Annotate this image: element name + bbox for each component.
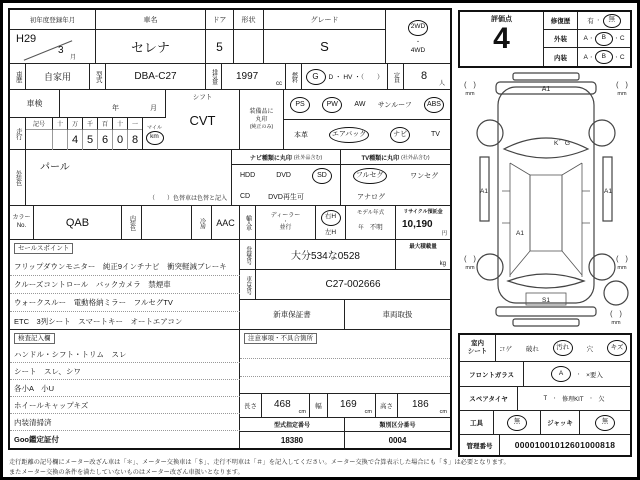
tools-value-cell bbox=[494, 411, 540, 435]
color-no-value: QAB bbox=[34, 206, 122, 240]
capacity-value: 8 bbox=[421, 70, 428, 82]
equipment-label-line3: (純正のみ) bbox=[249, 124, 274, 131]
height-cell bbox=[398, 394, 450, 418]
windshield-dot: ・ bbox=[576, 371, 582, 378]
first-registration-value bbox=[10, 30, 96, 64]
footer-line2: またメーター交換の条件を満たしていないものはメーター改ざん車扱いとなります。 bbox=[9, 468, 244, 476]
inspection-line: ホイールキャップキズ bbox=[10, 397, 240, 414]
defects-rule bbox=[240, 358, 450, 359]
control-number-value: 00001001012601000818 bbox=[514, 440, 616, 450]
ac-value: AAC bbox=[212, 206, 240, 240]
shaken-label: 車検 bbox=[10, 90, 60, 118]
model-year-value bbox=[346, 222, 395, 231]
tools-label: 工具 bbox=[460, 411, 494, 435]
seat-label bbox=[460, 335, 496, 362]
mileage-table bbox=[26, 118, 166, 150]
tv-type-header: TV種類に丸印 bbox=[361, 155, 400, 162]
windshield-options bbox=[524, 362, 630, 387]
type-designation-value: 18380 bbox=[280, 435, 304, 445]
glass-damage-mark: K゛G bbox=[554, 140, 570, 147]
width-unit: cm bbox=[364, 409, 372, 415]
mileage-digit: 8 bbox=[127, 130, 142, 150]
equipment-aw: AW bbox=[354, 101, 366, 108]
length-unit: cm bbox=[298, 409, 306, 415]
defects-rule bbox=[240, 376, 450, 377]
shaken-year-unit: 年 bbox=[112, 105, 119, 112]
score-value: 4 bbox=[493, 22, 510, 55]
spare-repair-kit: 修理KIT bbox=[562, 397, 584, 403]
spare-t: T bbox=[543, 395, 548, 402]
tv-type-row2 bbox=[341, 186, 450, 207]
wheel-front-left bbox=[477, 120, 503, 146]
spare-tire bbox=[604, 281, 628, 305]
nav-hdd: HDD bbox=[240, 172, 256, 179]
tv-type-note: (社外品含む) bbox=[401, 154, 430, 161]
equipment-pw-circled: PW bbox=[322, 97, 342, 113]
exterior-grade-b-circled: B bbox=[595, 32, 613, 46]
bracket-bottom-right: ( ) bbox=[616, 256, 628, 263]
equipment-sunroof: サンルーフ bbox=[377, 101, 412, 109]
max-load-unit: kg bbox=[439, 261, 446, 267]
grade-dot: ・ bbox=[588, 36, 594, 42]
inspection-line: 各小A 小U bbox=[10, 380, 240, 397]
import-parallel: 並行 bbox=[279, 225, 292, 232]
jack-value-cell bbox=[580, 411, 630, 435]
mm-top-left: mm bbox=[465, 91, 475, 97]
mileage-digit: 0 bbox=[112, 130, 127, 150]
equipment-row1 bbox=[284, 90, 450, 120]
interior-color-value bbox=[142, 206, 192, 240]
inspection-line: 内装清掃済 bbox=[10, 414, 240, 431]
mileage-col-header: 千 bbox=[82, 118, 97, 130]
car-damage-diagram bbox=[458, 71, 634, 329]
classification-cell bbox=[345, 418, 450, 448]
door-label: ドア bbox=[206, 10, 234, 30]
bracket-spare: ( ) bbox=[610, 311, 622, 318]
capacity-label: 定員 bbox=[388, 64, 404, 90]
vehicle-handling: 車両取扱 bbox=[345, 300, 450, 330]
exterior-color-cell bbox=[26, 150, 232, 206]
mm-spare: mm bbox=[611, 320, 621, 326]
equipment-ps-circled: PS bbox=[290, 97, 310, 113]
jack-label: ジャッキ bbox=[540, 411, 580, 435]
height-label: 高さ bbox=[376, 394, 398, 418]
car-body-outline bbox=[498, 87, 594, 303]
car-name-value: セレナ bbox=[96, 30, 206, 64]
length-label: 長さ bbox=[240, 394, 262, 418]
shift-label: シフト bbox=[192, 94, 213, 101]
interior-grade-a: A bbox=[583, 53, 588, 61]
registration-number-value: 大分534な0528 bbox=[256, 240, 396, 270]
seat-label-line2: シート bbox=[467, 348, 488, 355]
type-designation-label: 型式指定番号 bbox=[240, 418, 344, 432]
tv-type-row1 bbox=[341, 165, 450, 186]
inspection-line: Goo鑑定証付 bbox=[14, 435, 59, 444]
drivetrain-cell bbox=[386, 10, 450, 64]
bracket-top-right: ( ) bbox=[616, 82, 628, 89]
recycle-unit: 円 bbox=[441, 231, 447, 237]
length-cell bbox=[262, 394, 310, 418]
history-label: 車歴 bbox=[10, 64, 26, 90]
seat-stain-circled: 汚れ bbox=[553, 340, 573, 356]
seat-hole: 穴 bbox=[586, 345, 594, 353]
equipment-label-line1: 装備品に bbox=[249, 108, 274, 115]
bracket-top-left: ( ) bbox=[464, 82, 476, 89]
drive-2wd-circled: 2WD bbox=[408, 20, 428, 36]
exterior-color-note: （ ）色替車は色替と記入 bbox=[148, 196, 227, 202]
seat-label-line1: 室内 bbox=[471, 340, 484, 348]
tv-type-header-row bbox=[341, 150, 450, 165]
first-registration-label: 初年度登録年月 bbox=[10, 10, 96, 30]
seat-options bbox=[496, 335, 630, 362]
shift-cell bbox=[166, 90, 240, 150]
recycle-value: 10,190 bbox=[402, 219, 433, 230]
nav-sd-circled: SD bbox=[312, 168, 332, 184]
nav-dvd-play: DVD再生可 bbox=[268, 193, 304, 201]
fuel-gasoline-circled: G bbox=[306, 69, 326, 85]
nav-dvd: DVD bbox=[276, 172, 291, 179]
seat-scratch-circled: キズ bbox=[607, 340, 627, 356]
car-name-label: 車名 bbox=[96, 10, 206, 30]
wheel-front-right bbox=[589, 120, 615, 146]
color-no-label-line2: No. bbox=[16, 222, 27, 229]
displacement-unit: cc bbox=[276, 81, 282, 87]
repair-yes: 有 bbox=[587, 18, 594, 25]
seat-tear: 破れ bbox=[525, 345, 539, 353]
width-label: 幅 bbox=[310, 394, 328, 418]
rear-damage-mark: S1 bbox=[542, 297, 550, 304]
import-dot: ・ bbox=[282, 218, 288, 225]
cabin-center bbox=[530, 175, 562, 251]
import-dealer-cell bbox=[256, 206, 316, 240]
shaken-month-unit: 月 bbox=[150, 105, 157, 112]
door-lines bbox=[510, 163, 582, 277]
registration-month-unit: 月 bbox=[70, 55, 77, 61]
classification-label: 類別区分番号 bbox=[345, 418, 450, 432]
sales-point-line: ウォークスルー 電動格納ミラー フルセグTV bbox=[10, 294, 240, 312]
windshield bbox=[504, 138, 588, 158]
tv-analog: アナログ bbox=[357, 193, 385, 201]
mileage-col-header: 万 bbox=[67, 118, 82, 130]
front-damage-mark: A1 bbox=[541, 86, 551, 93]
model-year-label: モデル年式 bbox=[356, 210, 385, 216]
tv-type-cell bbox=[341, 150, 450, 206]
windshield-a-circled: A bbox=[551, 366, 571, 382]
wheel-rear-right bbox=[589, 254, 615, 280]
left-damage-mark: A1 bbox=[480, 188, 488, 195]
nav-type-cell bbox=[232, 150, 341, 206]
sales-point-line: ETC 3列シート スマートキー オートエアコン bbox=[14, 316, 183, 326]
exterior-grade-a: A bbox=[583, 35, 588, 42]
steering-left: 左H bbox=[324, 228, 337, 236]
rear-bumper bbox=[496, 307, 596, 316]
mileage-unit-cell bbox=[142, 118, 166, 150]
shaken-expiry-cell bbox=[60, 90, 166, 118]
width-value: 169 bbox=[340, 399, 357, 410]
shape-value bbox=[234, 30, 264, 64]
interior-grade-label: 内装 bbox=[544, 48, 578, 66]
exterior-grade-label: 外装 bbox=[544, 30, 578, 48]
fuel-other-options: D ・ HV ・（ ） bbox=[328, 74, 384, 81]
sales-points-cell bbox=[10, 240, 240, 330]
nav-type-note: (社外品含む) bbox=[293, 154, 323, 161]
interior-grade-b-circled: B bbox=[595, 50, 613, 64]
mileage-sign-value bbox=[26, 130, 52, 150]
inspection-notes-cell bbox=[10, 330, 240, 448]
tools-none-circled: 無 bbox=[507, 415, 527, 431]
grade-label: グレード bbox=[264, 10, 386, 30]
repair-history-options bbox=[578, 12, 630, 30]
recycle-label: リサイクル預託金 bbox=[403, 209, 443, 215]
seat-burn: コゲ bbox=[499, 345, 512, 353]
spare-tire-options bbox=[518, 387, 630, 411]
defects-label: 注意事項・不具合箇所 bbox=[244, 333, 317, 344]
windshield-replace: ×要入 bbox=[586, 371, 603, 379]
mileage-digit: 5 bbox=[82, 130, 97, 150]
equipment-label-line2: 丸印 bbox=[255, 117, 268, 123]
width-cell bbox=[328, 394, 376, 418]
repair-dot: ・ bbox=[595, 18, 601, 24]
import-label: 輸入車 bbox=[240, 206, 256, 240]
max-load-label: 最大積載量 bbox=[409, 244, 437, 250]
chassis-number-value: C27-002666 bbox=[256, 270, 450, 300]
color-no-label bbox=[10, 206, 34, 240]
capacity-cell bbox=[404, 64, 450, 90]
tv-one-seg: ワンセグ bbox=[410, 172, 439, 180]
model-code-label: 型式 bbox=[90, 64, 106, 90]
registration-month: 3 bbox=[58, 45, 64, 56]
inspection-notes-label: 検査記入欄 bbox=[14, 333, 55, 344]
registration-number-label: 登録番号 bbox=[240, 240, 256, 270]
recycle-cell bbox=[396, 206, 450, 240]
steering-cell bbox=[316, 206, 346, 240]
door-value: 5 bbox=[206, 30, 234, 64]
equipment-row2 bbox=[284, 120, 450, 150]
exterior-grade-c: C bbox=[619, 35, 625, 42]
spare-missing: 欠 bbox=[598, 397, 605, 403]
condition-table bbox=[458, 333, 632, 457]
equipment-tv: TV bbox=[431, 131, 440, 138]
model-code-value: DBA-C27 bbox=[106, 64, 206, 90]
height-value: 186 bbox=[412, 399, 429, 410]
displacement-cell bbox=[222, 64, 286, 90]
history-value: 自家用 bbox=[26, 64, 90, 90]
footer-note bbox=[9, 458, 633, 477]
spare-dot: ・ bbox=[552, 396, 558, 402]
mm-top-right: mm bbox=[617, 91, 627, 97]
spare-tire-label: スペアタイヤ bbox=[460, 387, 518, 411]
registration-era: H29 bbox=[16, 33, 37, 45]
displacement-value: 1997 bbox=[236, 71, 259, 82]
mileage-sign-header: 記号 bbox=[26, 118, 52, 130]
footer-line1: 走行距離の記号欄にメーター改ざん車は「＊」、メーター交換車は「＄」、走行不明車は「＃」を記入してください。メーター交換で合算表示した場合にも「＄」は必要となります。 bbox=[9, 459, 510, 466]
mileage-km-circled: km bbox=[146, 131, 164, 145]
drive-separator: ・ bbox=[414, 39, 421, 46]
tv-full-seg-circled: フルセグ bbox=[353, 168, 387, 184]
interior-grade-options bbox=[578, 48, 630, 66]
shift-value: CVT bbox=[189, 113, 216, 128]
sales-point-line: フリップダウンモニター 純正9インチナビ 衝突軽減ブレーキ bbox=[10, 258, 240, 276]
inspection-line: シート スレ、シワ bbox=[10, 363, 240, 380]
sales-point-line: クルーズコントロール バックカメラ 禁煙車 bbox=[10, 276, 240, 294]
cabin-lines bbox=[510, 163, 582, 275]
model-year-unit: 年 bbox=[358, 224, 364, 231]
nav-type-header-row bbox=[232, 150, 340, 165]
import-dealer: ディーラー bbox=[270, 212, 301, 219]
defects-box bbox=[240, 330, 450, 394]
evaluation-box bbox=[458, 10, 632, 68]
color-no-label-line1: カラー bbox=[12, 215, 31, 222]
type-designation-cell bbox=[240, 418, 345, 448]
grade-value: S bbox=[264, 30, 386, 64]
mileage-label: 走行 bbox=[10, 118, 26, 150]
bracket-bottom-left: ( ) bbox=[464, 256, 476, 263]
mileage-digit: 4 bbox=[67, 130, 82, 150]
equipment-label bbox=[240, 90, 284, 150]
right-damage-mark: A1 bbox=[604, 188, 612, 195]
nav-type-row1 bbox=[232, 165, 340, 186]
mm-bottom-left: mm bbox=[465, 265, 475, 271]
fuel-label: 燃料 bbox=[286, 64, 302, 90]
equipment-leather: 本革 bbox=[294, 131, 308, 139]
mm-bottom-right: mm bbox=[617, 265, 627, 271]
height-unit: cm bbox=[439, 409, 447, 415]
interior-grade-c: C bbox=[619, 53, 625, 61]
rear-bottom-bar bbox=[513, 319, 579, 326]
steering-right-circled: 右H bbox=[321, 210, 341, 226]
model-year-unknown: 不明 bbox=[369, 224, 383, 231]
windshield-label: フロントガラス bbox=[460, 362, 524, 387]
equipment-airbag-circled: エアバック bbox=[329, 127, 369, 143]
length-value: 468 bbox=[274, 399, 291, 410]
door-damage-mark: A1 bbox=[516, 230, 524, 237]
max-load-cell bbox=[396, 240, 450, 270]
exterior-color-value: パール bbox=[40, 162, 70, 173]
mileage-digit: 6 bbox=[97, 130, 112, 150]
repair-no-circled: 無 bbox=[603, 14, 621, 28]
score-cell bbox=[460, 12, 544, 66]
interior-color-label: 内装色 bbox=[122, 206, 142, 240]
mileage-col-header: 百 bbox=[97, 118, 112, 130]
mileage-digit bbox=[52, 130, 67, 150]
wheel-rear-left bbox=[477, 254, 503, 280]
model-year-cell bbox=[346, 206, 396, 240]
mileage-mile-label: マイル bbox=[147, 124, 162, 131]
ac-label: 冷房 bbox=[192, 206, 212, 240]
control-number-label: 管理番号 bbox=[460, 435, 500, 455]
classification-value: 0004 bbox=[388, 435, 407, 445]
rear-window bbox=[508, 274, 584, 288]
equipment-navi-circled: ナビ bbox=[390, 127, 410, 143]
capacity-unit: 人 bbox=[438, 81, 445, 87]
mileage-col-header: 一 bbox=[127, 118, 142, 130]
nav-type-row2 bbox=[232, 186, 340, 207]
mileage-col-header: 十 bbox=[52, 118, 67, 130]
displacement-label: 排気量 bbox=[206, 64, 222, 90]
shape-label: 形状 bbox=[234, 10, 264, 30]
inspection-line: ハンドル・シフト・トリム スレ bbox=[10, 346, 240, 363]
equipment-abs-circled: ABS bbox=[424, 97, 444, 113]
exterior-color-label: 外装色 bbox=[10, 150, 26, 206]
door-split-lines bbox=[502, 191, 590, 223]
front-top-bar bbox=[513, 73, 579, 80]
mileage-col-header: 十 bbox=[112, 118, 127, 130]
fuel-cell bbox=[302, 64, 388, 90]
main-panel bbox=[8, 8, 452, 450]
sales-points-label: セールスポイント bbox=[14, 243, 73, 254]
grade-dot: ・ bbox=[613, 36, 619, 42]
nav-type-header: ナビ種類に丸印 bbox=[249, 155, 292, 162]
grade-dot: ・ bbox=[588, 54, 594, 61]
new-car-warranty: 新車保証書 bbox=[240, 300, 345, 330]
jack-none-circled: 無 bbox=[595, 415, 615, 431]
spare-dot: ・ bbox=[588, 396, 594, 402]
grade-dot: ・ bbox=[613, 54, 619, 61]
chassis-number-label: 車台番号 bbox=[240, 270, 256, 300]
exterior-grade-options bbox=[578, 30, 630, 48]
repair-history-label: 修復歴 bbox=[544, 12, 578, 30]
drive-4wd: 4WD bbox=[410, 46, 426, 54]
score-label: 評価点 bbox=[491, 16, 512, 23]
nav-cd: CD bbox=[240, 193, 251, 200]
